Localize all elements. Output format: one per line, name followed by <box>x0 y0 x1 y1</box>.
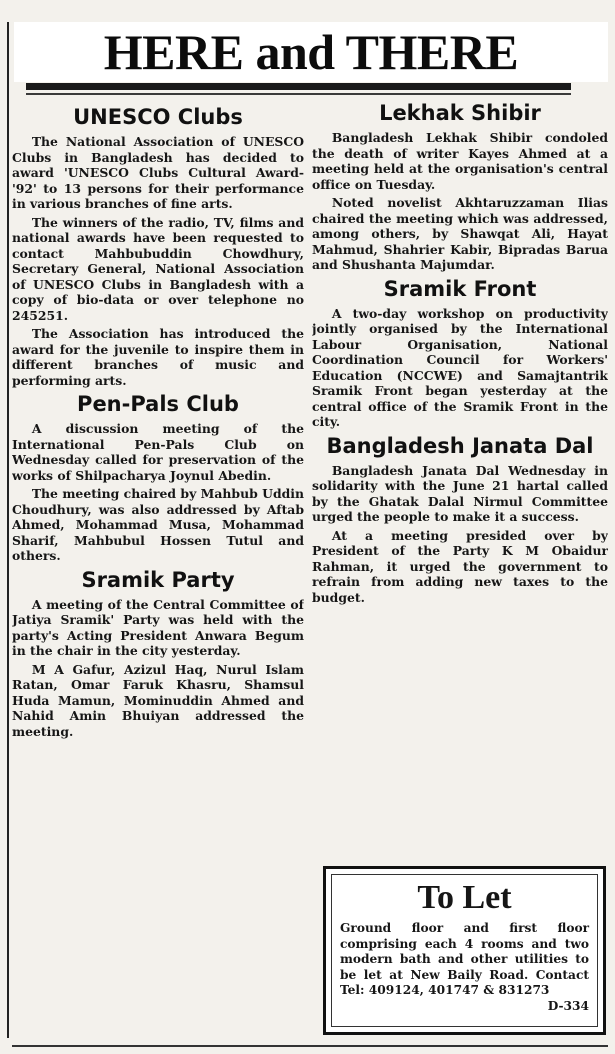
article-heading: Sramik Front <box>383 276 537 301</box>
classified-ad-inner <box>331 874 598 1027</box>
article-sramik-front <box>312 276 608 430</box>
ad-code: D-334 <box>547 998 589 1013</box>
right-column <box>312 100 608 856</box>
column-border <box>7 22 9 1038</box>
article-paragraph: At a meeting presided over by President of the Party K M Obaidur Rahman, it urged the government to refrain from adding new taxes to the budget. <box>312 527 608 605</box>
article-paragraph: The meeting chaired by Mahbub Uddin Choudhury, was also addressed by Aftab Ahmed, Mohammad Musa, Mohammad Sharif, Mahbubul Hossen Tutul and others. <box>12 486 304 563</box>
article-paragraph: Bangladesh Janata Dal Wednesday in solidarity with the June 21 hartal called by the Ghatak Dalal Nirmul Committee urged the people to make it a success. <box>312 462 608 524</box>
ad-body-text: Ground floor and first floor comprising each 4 rooms and two modern bath and other utilities to be let at New Baily Road. Contact Tel: 409124, 401747 & 831273 <box>340 921 589 997</box>
article-paragraph: Bangladesh Lekhak Shibir condoled the death of writer Kayes Ahmed at a meeting held at the organisation's central office on Tuesday. <box>312 130 608 192</box>
article-unesco-clubs <box>12 104 304 388</box>
ad-title: To Let <box>417 879 512 916</box>
article-paragraph: A two-day workshop on productivity jointly organised by the International Labour Organisation, National Coordination Council for Workers' Education (NCCWE) and Samajtantrik Sramik Front began yesterday at the central office of the Sramik Front in the city. <box>312 305 608 429</box>
article-paragraph: The winners of the radio, TV, films and national awards have been requested to contact Mahbubuddin Chowdhury, Secretary General, National Association of UNESCO Clubs in Bangladesh with a copy of bio-data or over telephone no 245251. <box>12 214 304 323</box>
article-bangladesh-janata-dal <box>312 433 608 606</box>
article-paragraph: M A Gafur, Azizul Haq, Nurul Islam Ratan, Omar Faruk Khasru, Shamsul Huda Mamun, Mominuddin Ahmed and Nahid Amin Bhuiyan addressed the meeting. <box>12 661 304 739</box>
masthead-rule-thin <box>26 93 571 95</box>
masthead <box>14 22 608 82</box>
article-sramik-party <box>12 567 304 740</box>
article-paragraph: The National Association of UNESCO Clubs in Bangladesh has decided to award 'UNESCO Clubs Cultural Award-'92' to 13 persons for their performance in various branches of fine arts. <box>12 134 304 211</box>
ad-body <box>340 921 589 1013</box>
article-heading: Pen-Pals Club <box>77 392 239 416</box>
left-column <box>12 104 304 1032</box>
article-lekhak-shibir <box>312 100 608 273</box>
article-pen-pals-club <box>12 391 304 564</box>
masthead-rule <box>26 83 571 90</box>
article-heading: Bangladesh Janata Dal <box>326 433 594 458</box>
article-heading: Sramik Party <box>81 567 235 592</box>
article-paragraph: The Association has introduced the award for the juvenile to inspire them in different branches of music and performing arts. <box>12 326 304 388</box>
article-heading: UNESCO Clubs <box>73 105 243 129</box>
bottom-rule <box>12 1045 608 1047</box>
masthead-title: HERE and THERE <box>103 24 519 80</box>
article-heading: Lekhak Shibir <box>379 101 541 125</box>
article-paragraph: A meeting of the Central Committee of Jatiya Sramik' Party was held with the party's Acting President Anwara Begum in the chair in the city yesterday. <box>12 596 304 658</box>
classified-ad <box>323 866 606 1035</box>
article-paragraph: Noted novelist Akhtaruzzaman Ilias chaired the meeting which was addressed, among others, by Shawqat Ali, Hayat Mahmud, Shahrier Kabir, Bipradas Barua and Shushanta Majumdar. <box>312 195 608 272</box>
article-paragraph: A discussion meeting of the International Pen-Pals Club on Wednesday called for preservation of the works of Shilpacharya Joynul Abedin. <box>12 421 304 483</box>
